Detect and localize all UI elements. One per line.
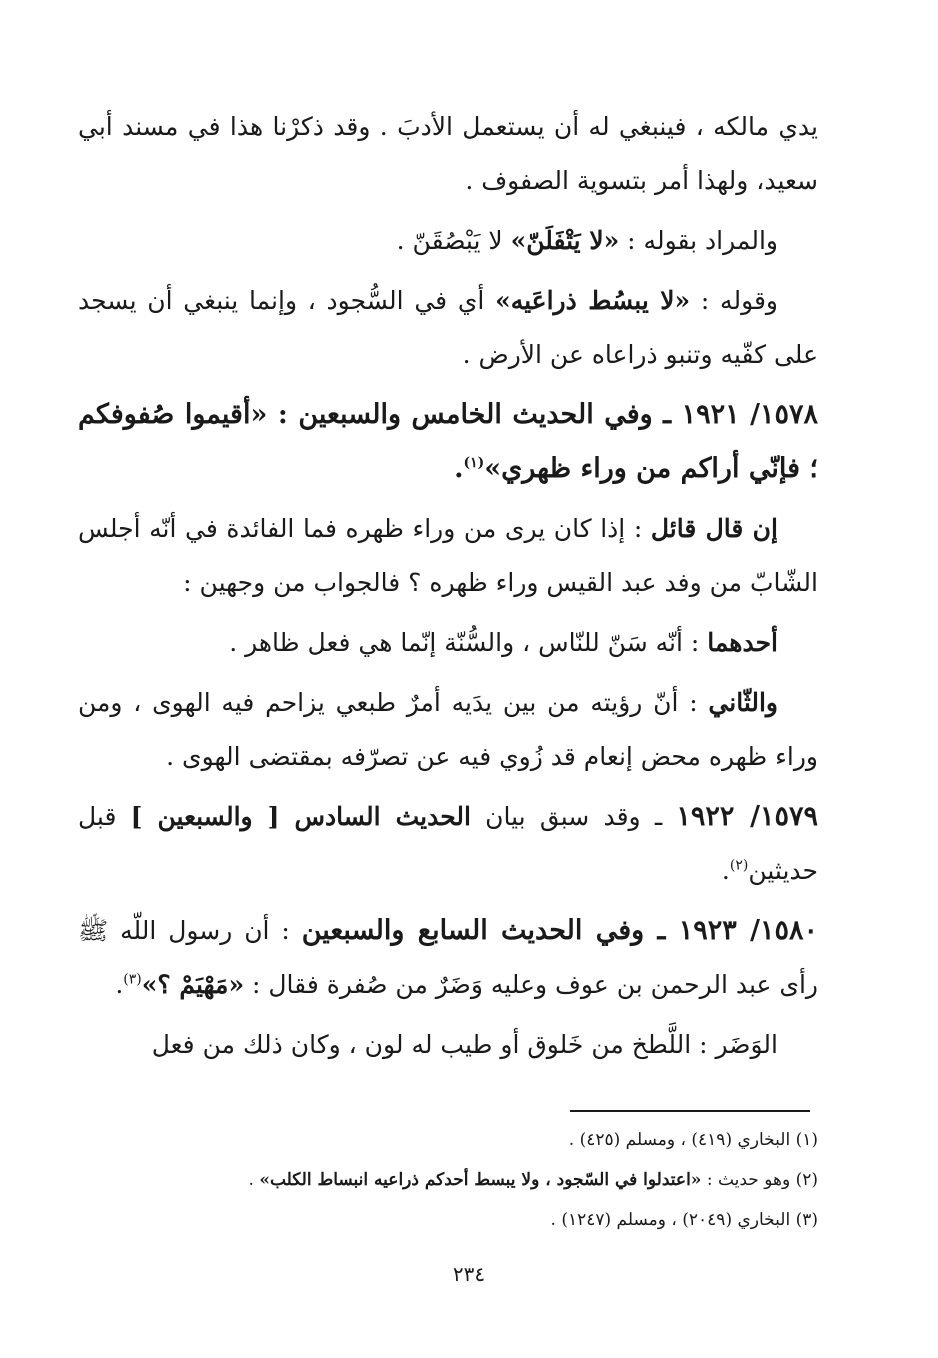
paragraph-la-yatfalanna: [78, 214, 818, 268]
paragraph-text: : أنّه سَنّ للنّاس ، والسُّنّة إنّما هي فعل ظاهر .: [229, 628, 708, 657]
bold-lead: أحدهما: [707, 628, 778, 657]
paragraph-wadar: [78, 1018, 818, 1072]
footnote-text: (٢) وهو حديث :: [701, 1170, 818, 1190]
paragraph-text: ـ وقد سبق بيان: [470, 802, 677, 831]
paragraph-text: : إذا كان يرى من وراء ظهره فما الفائدة في أنّه أجلس الشّابّ من وفد عبد القيس وراء ظهره ؟ فالجواب من وجهين :: [78, 514, 818, 597]
footnote-divider: [570, 1110, 810, 1112]
footnote-quote: «اعتدلوا في السّجود ، ولا يبسط أحدكم ذراعيه انبساط الكلب»: [259, 1170, 702, 1190]
bold-lead: إن قال قائل: [650, 514, 778, 543]
hadith-1578: [78, 388, 818, 496]
paragraph-malik: [78, 100, 818, 208]
paragraph-text: وقوله :: [690, 286, 779, 315]
paragraph-text: أي في السُّجود ، وإنما ينبغي أن يسجد على كفّيه وتنبو ذراعاه عن الأرض .: [78, 286, 818, 369]
footnote-ref[interactable]: (٣): [123, 971, 142, 988]
bold-lead: والثّاني: [708, 688, 778, 717]
paragraph-al-thani: [78, 676, 818, 784]
quoted-phrase: «لا يَتْفَلَنّ»: [510, 226, 620, 255]
quoted-phrase: «لا يبسُط ذراعَيه»: [495, 286, 691, 315]
footnote-ref[interactable]: (١): [463, 455, 485, 471]
paragraph-text: قبل حديثين: [78, 802, 818, 885]
paragraph-text: : أنّ رؤيته من بين يدَيه أمرٌ طبعي يزاحم فيه الهوى ، ومن وراء ظهره محض إنعام قد زُوي فيه عن تصرّفه بمقتضى الهوى .: [78, 688, 818, 771]
paragraph-la-yabsut: [78, 274, 818, 382]
punctuation: .: [721, 856, 730, 885]
hadith-title: الحديث السادس [ والسبعين ]: [130, 802, 471, 831]
paragraph-text: لا يَبْصُقَنّ .: [396, 226, 511, 255]
footnote-1: [78, 1120, 818, 1160]
hadith-heading: ١٥٧٨/ ١٩٢١ ـ وفي الحديث الخامس والسبعين : «أقيموا صُفوفكم ؛ فإنّي أراكم من وراء ظهري»: [78, 399, 818, 484]
footnote-2: [78, 1160, 818, 1200]
footnote-3: [78, 1200, 818, 1240]
paragraph-ahaduhuma: [78, 616, 818, 670]
punctuation: .: [454, 453, 464, 484]
footnote-text: .: [248, 1170, 260, 1190]
paragraph-text: يدي مالكه ، فينبغي له أن يستعمل الأدبَ . وقد ذكرْنا هذا في مسند أبي سعيد، ولهذا أمر بتسوية الصفوف .: [78, 112, 818, 195]
hadith-heading: ١٥٨٠/ ١٩٢٣ ـ وفي الحديث السابع والسبعين: [301, 915, 818, 946]
punctuation: .: [115, 970, 124, 999]
footnote-text: (٣) البخاري (٢٠٤٩) ، ومسلم (١٢٤٧) .: [550, 1210, 818, 1230]
footnotes: [78, 1120, 818, 1240]
quoted-phrase: «مَهْيَمْ ؟»: [141, 970, 245, 999]
footnote-ref[interactable]: (٢): [729, 857, 749, 874]
paragraph-text: الوَضَر : اللَّطخ من خَلوق أو طيب له لون ، وكان ذلك من فعل: [151, 1030, 778, 1059]
paragraph-text: والمراد بقوله :: [619, 226, 778, 255]
hadith-1580: [78, 904, 818, 1012]
hadith-number: ١٥٧٩/ ١٩٢٢: [676, 801, 818, 832]
paragraph-text: : أن رسول اللّه ﷺ رأى عبد الرحمن بن عوف وعليه وَضَرٌ من صُفرة فقال :: [78, 916, 818, 999]
hadith-1579: [78, 790, 818, 898]
paragraph-in-qala: [78, 502, 818, 610]
page-number: ٢٣٤: [452, 1262, 486, 1286]
page-body: [78, 100, 818, 1078]
footnote-text: (١) البخاري (٤١٩) ، ومسلم (٤٢٥) .: [568, 1130, 818, 1150]
